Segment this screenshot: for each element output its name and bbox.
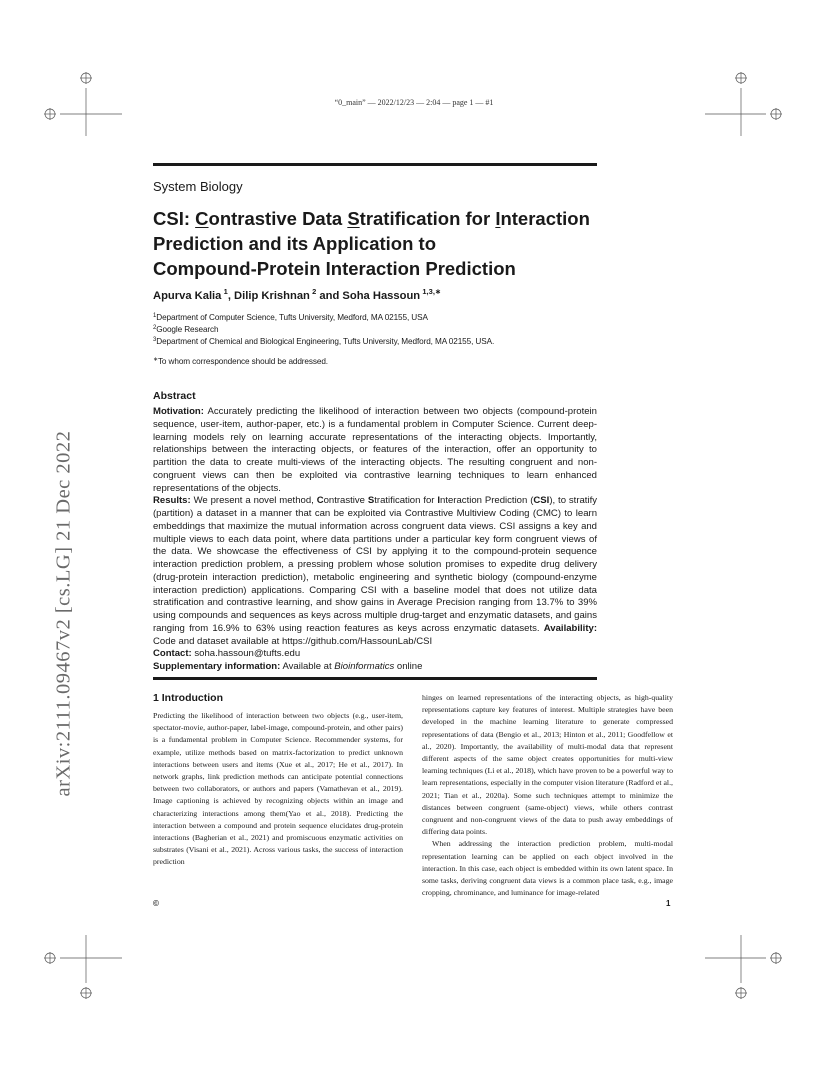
section-label: System Biology xyxy=(153,179,243,194)
body-paragraph: Predicting the likelihood of interaction between two objects (e.g., user-item, spectator-movie, author-paper, label-image, compound-protein, and other pairs) is a fundamental problem in Computer Science. Recommender systems, for example, utilize methods based on matrix-factorization to predict unknown interactions between users and items (Xue et al., 2017; He et al., 2017). In network graphs, link prediction methods can anticipate potential connections between two collaborators, or authors and papers (Vamathevan et al., 2019). Image captioning is achieved by recognizing objects within an image and characterizing interactions among them(Yao et al., 2018). Predicting the interaction between a compound and protein sequence elucidates drug-protein interactions (Bagherian et al., 2021) and promiscuous enzymatic activities on substrates (Visani et al., 2021). Across various tasks, the success of interaction prediction xyxy=(153,711,403,867)
affiliation: $^2$Google Research xyxy=(153,325,219,334)
abstract-bottom-rule xyxy=(153,677,597,680)
abstract-supplementary: Supplementary information: Available at Bioinformatics online xyxy=(153,661,423,672)
left-column xyxy=(153,710,403,869)
affiliation: $^3$Department of Chemical and Biological Engineering, Tufts University, Medford, MA 02155, USA. xyxy=(153,337,495,346)
crop-mark-bottom-left xyxy=(44,935,122,999)
crop-mark-bottom-right xyxy=(705,935,782,999)
body-paragraph: hinges on learned representations of the interacting objects, as high-quality representations capture key features of interest. Multiple strategies have been developed in the machine learning literature to generate compressed representations of data (Bengio et al., 2013; Hinton et al., 2011; Goodfellow et al., 2020). Importantly, the availability of multi-modal data that represent different aspects of the same object creates opportunities for multi-view learning techniques (Li et al., 2018), which have proven to be a powerful way to learn representations, especially in the computer vision literature (Radford et al., 2021; Tian et al., 2020a). Some such techniques attempt to minimize the distances between congruent (same-object) views, while others contrast congruent and non-congruent views of the data to push away embeddings of differing data points. xyxy=(422,693,673,837)
title-line-1: CSI: Contrastive Data Stratification for Interaction xyxy=(153,208,590,229)
affiliation: $^1$Department of Computer Science, Tufts University, Medford, MA 02155, USA xyxy=(153,313,428,322)
intro-heading: 1 Introduction xyxy=(153,692,223,704)
author-name: Soha Hassoun xyxy=(342,290,421,302)
author-list: Apurva Kalia $^1$, Dilip Krishnan $^2$ and Soha Hassoun $^{1,3,∗}$ xyxy=(153,287,442,302)
running-head: “0_main” — 2022/12/23 — 2:04 — page 1 — #1 xyxy=(334,98,494,107)
author-name: Apurva Kalia xyxy=(153,290,222,302)
abstract-contact: Contact: soha.hassoun@tufts.edu xyxy=(153,648,301,660)
contact-email[interactable]: soha.hassoun@tufts.edu xyxy=(194,648,301,660)
abstract-body xyxy=(153,406,597,674)
author-name: Dilip Krishnan xyxy=(234,290,310,302)
body-paragraph: When addressing the interaction prediction problem, multi-modal representation learning can be applied on each object involved in the interaction. In this case, each object is embedded within its own latent space. In some tasks, deriving congruent data views is a common place task, e.g., image cropping, chrominance, and luminance for image-related xyxy=(422,839,673,898)
paper-title xyxy=(153,206,623,281)
correspondence-note: ∗To whom correspondence should be addressed. xyxy=(153,357,328,366)
right-column xyxy=(422,692,673,899)
title-line-2: Prediction and its Application to xyxy=(153,233,436,254)
abstract-results: Results: We present a novel method, Contrastive Stratification for Interaction Prediction (CSI), to stratify (partition) a dataset in a manner that can be exploited via Contrastive Multiview Coding (CMC) to learn embeddings that maximize the mutual information across congruent data views. CSI assigns a key and multiple views to each data point, where data partitions under a particular key form congruent views of the data. We showcase the effectiveness of CSI by applying it to the compound-protein sequence interaction prediction problem, a pressing problem whose solution promises to expedite drug delivery (drug-protein interaction prediction), metabolic engineering and synthetic biology (compound-enzyme interaction prediction) applications. Comparing CSI with a baseline model that does not utilize data stratification and contrastive learning, and show gains in Average Precision ranging from 13.7% to 39% using compounds and sequences as keys across multiple drug-target and enzymatic datasets, and gains ranging from 16.9% to 63% using reaction features as keys across enzymatic datasets. Availability: Code and dataset available at https://github.com/HassounLab/CSI xyxy=(153,495,598,647)
copyright-mark: © xyxy=(153,899,159,908)
code-link[interactable]: Code and dataset available at https://github.com/HassounLab/CSI xyxy=(153,635,433,647)
top-rule xyxy=(153,163,597,166)
title-line-3: Compound-Protein Interaction Prediction xyxy=(153,258,516,279)
abstract-heading: Abstract xyxy=(153,390,196,402)
abstract-motivation: Motivation: Accurately predicting the likelihood of interaction between two objects (compound-protein sequence, user-item, author-paper, etc.) is a fundamental problem in Computer Science. Current deep-learning models rely on learning accurate representations of the interacting objects. Importantly, relationships between the interacting objects, or features of the interaction, offer an opportunity to partition the data to create multi-views of the interacting objects. The resulting congruent and non-congruent views can then be exploited via contrastive learning techniques to learn enhanced representations of the objects. xyxy=(153,406,597,494)
page-number: 1 xyxy=(666,899,671,908)
arxiv-stamp: arXiv:2111.09467v2 [cs.LG] 21 Dec 2022 xyxy=(52,430,75,797)
